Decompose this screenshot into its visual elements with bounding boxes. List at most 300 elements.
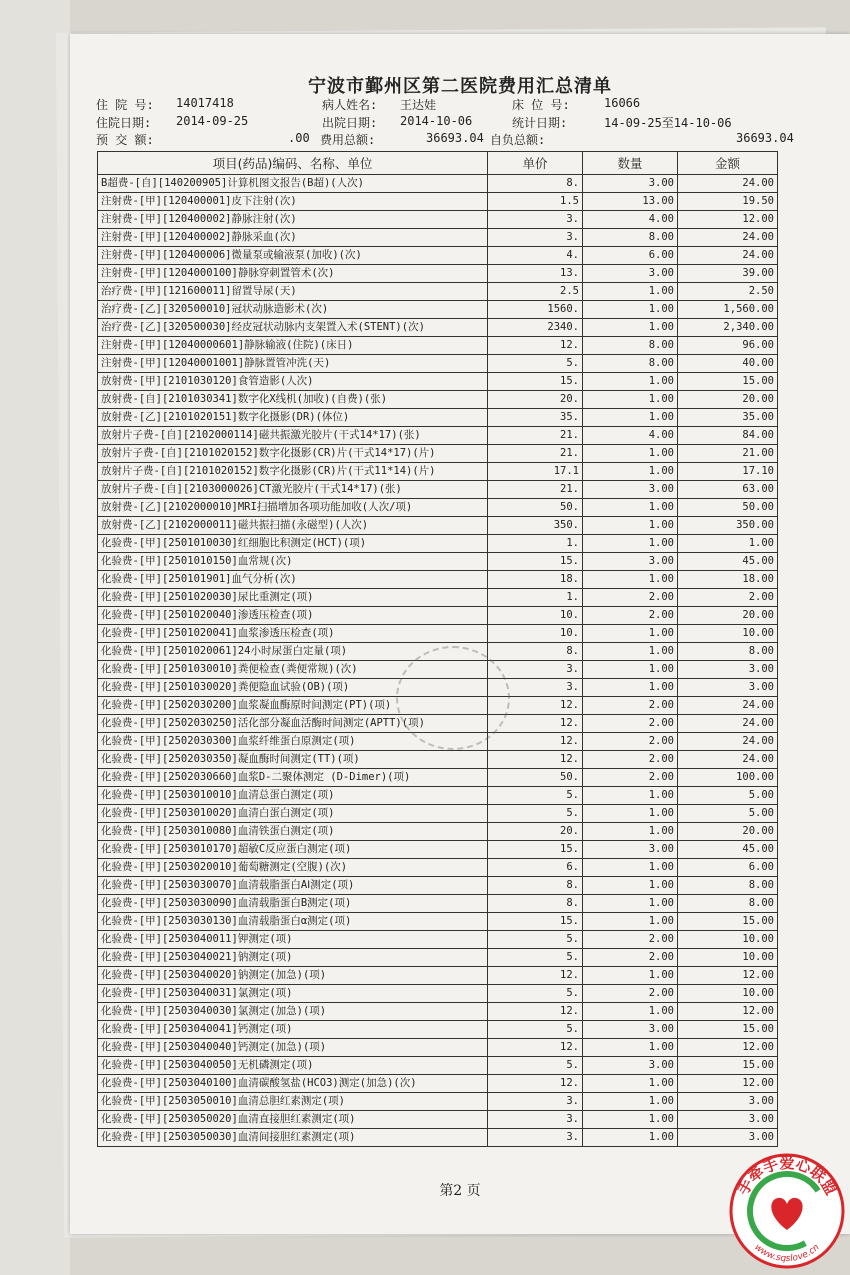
amount-cell: 24.00 xyxy=(678,733,778,751)
unit-price-cell: 50. xyxy=(488,769,583,787)
item-name-cell: 化验费-[甲][2501010030]红细胞比积测定(HCT)(项) xyxy=(98,535,488,553)
quantity-cell: 2.00 xyxy=(583,769,678,787)
unit-price-cell: 20. xyxy=(488,391,583,409)
item-name-cell: 放射费-[自][2101030341]数字化X线机(加收)(自费)(张) xyxy=(98,391,488,409)
amount-cell: 39.00 xyxy=(678,265,778,283)
item-name-cell: 化验费-[甲][250101901]血气分析(次) xyxy=(98,571,488,589)
document-title: 宁波市鄞州区第二医院费用汇总清单 xyxy=(308,76,612,97)
fee-table-row xyxy=(98,445,778,463)
column-header-amount: 金额 xyxy=(678,152,778,175)
header-row-2 xyxy=(96,114,836,132)
item-name-cell: 注射费-[甲][120400002]静脉注射(次) xyxy=(98,211,488,229)
fee-table-row xyxy=(98,841,778,859)
unit-price-cell: 15. xyxy=(488,373,583,391)
unit-price-cell: 12. xyxy=(488,1075,583,1093)
fee-table-row xyxy=(98,175,778,193)
page-number: 第2 页 xyxy=(439,1183,481,1199)
bill-sheet xyxy=(70,34,850,1234)
charity-logo xyxy=(724,1148,850,1274)
quantity-cell: 1.00 xyxy=(583,913,678,931)
fee-table-row xyxy=(98,499,778,517)
item-name-cell: 放射费-[乙][2102000010]MRI扫描增加各项功能加收(人次/项) xyxy=(98,499,488,517)
item-name-cell: 化验费-[甲][2503040100]血清碳酸氢盐(HCO3)测定(加急)(次) xyxy=(98,1075,488,1093)
amount-cell: 17.10 xyxy=(678,463,778,481)
item-name-cell: 化验费-[甲][2503020010]葡萄糖测定(空腹)(次) xyxy=(98,859,488,877)
unit-price-cell: 12. xyxy=(488,697,583,715)
unit-price-cell: 5. xyxy=(488,985,583,1003)
item-name-cell: 化验费-[甲][2502030350]凝血酶时间测定(TT)(项) xyxy=(98,751,488,769)
item-name-cell: 化验费-[甲][2501020061]24小时尿蛋白定量(项) xyxy=(98,643,488,661)
fee-table-row xyxy=(98,805,778,823)
unit-price-cell: 1. xyxy=(488,589,583,607)
item-name-cell: 放射片子费-[自][2102000114]磁共振激光胶片(干式14*17)(张) xyxy=(98,427,488,445)
unit-price-cell: 1560. xyxy=(488,301,583,319)
quantity-cell: 3.00 xyxy=(583,481,678,499)
quantity-cell: 8.00 xyxy=(583,337,678,355)
fee-table-row xyxy=(98,661,778,679)
amount-cell: 21.00 xyxy=(678,445,778,463)
quantity-cell: 1.00 xyxy=(583,625,678,643)
discharge-date-value: 2014-10-06 xyxy=(400,114,473,128)
amount-cell: 5.00 xyxy=(678,787,778,805)
bed-number-value: 16066 xyxy=(604,96,641,110)
fee-table-row xyxy=(98,427,778,445)
item-name-cell: 放射片子费-[自][2101020152]数字化摄影(CR)片(干式11*14)(片) xyxy=(98,463,488,481)
item-name-cell: 化验费-[甲][2502030300]血浆纤维蛋白原测定(项) xyxy=(98,733,488,751)
unit-price-cell: 8. xyxy=(488,643,583,661)
unit-price-cell: 3. xyxy=(488,1093,583,1111)
amount-cell: 2,340.00 xyxy=(678,319,778,337)
quantity-cell: 1.00 xyxy=(583,823,678,841)
fee-table-row xyxy=(98,247,778,265)
amount-cell: 3.00 xyxy=(678,1129,778,1147)
item-name-cell: 化验费-[甲][2502030660]血浆D-二聚体测定 (D-Dimer)(项) xyxy=(98,769,488,787)
item-name-cell: 注射费-[甲][120400001]皮下注射(次) xyxy=(98,193,488,211)
patient-name-label: 病人姓名: xyxy=(322,98,378,112)
amount-cell: 3.00 xyxy=(678,679,778,697)
item-name-cell: 化验费-[甲][2503040011]钾测定(项) xyxy=(98,931,488,949)
admission-number-label: 住 院 号: xyxy=(96,98,154,112)
amount-cell: 45.00 xyxy=(678,553,778,571)
quantity-cell: 1.00 xyxy=(583,967,678,985)
amount-cell: 20.00 xyxy=(678,391,778,409)
unit-price-cell: 15. xyxy=(488,841,583,859)
discharge-date-label: 出院日期: xyxy=(322,116,378,130)
fee-table-row xyxy=(98,985,778,1003)
quantity-cell: 2.00 xyxy=(583,607,678,625)
amount-cell: 24.00 xyxy=(678,715,778,733)
fee-table-row xyxy=(98,787,778,805)
item-name-cell: 治疗费-[乙][320500030]经皮冠状动脉内支架置入术(STENT)(次) xyxy=(98,319,488,337)
total-cost-value: 36693.04 xyxy=(426,131,484,145)
item-name-cell: 化验费-[甲][2501030010]粪便检查(粪便常规)(次) xyxy=(98,661,488,679)
bed-number-label: 床 位 号: xyxy=(512,98,570,112)
fee-table-row xyxy=(98,409,778,427)
unit-price-cell: 21. xyxy=(488,445,583,463)
prepaid-value: .00 xyxy=(288,131,310,145)
unit-price-cell: 5. xyxy=(488,1021,583,1039)
item-name-cell: 化验费-[甲][2503040050]无机磷测定(项) xyxy=(98,1057,488,1075)
quantity-cell: 1.00 xyxy=(583,1129,678,1147)
item-name-cell: 放射费-[甲][2101030120]食管造影(人次) xyxy=(98,373,488,391)
item-name-cell: 注射费-[甲][1204000100]静脉穿刺置管术(次) xyxy=(98,265,488,283)
quantity-cell: 2.00 xyxy=(583,985,678,1003)
amount-cell: 12.00 xyxy=(678,1039,778,1057)
item-name-cell: 化验费-[甲][2502030250]活化部分凝血活酶时间测定(APTT)(项) xyxy=(98,715,488,733)
item-name-cell: 化验费-[甲][2503050020]血清直接胆红素测定(项) xyxy=(98,1111,488,1129)
unit-price-cell: 1. xyxy=(488,535,583,553)
amount-cell: 96.00 xyxy=(678,337,778,355)
quantity-cell: 1.00 xyxy=(583,283,678,301)
item-name-cell: 治疗费-[甲][121600011]留置导尿(天) xyxy=(98,283,488,301)
fee-table-row xyxy=(98,625,778,643)
unit-price-cell: 21. xyxy=(488,481,583,499)
item-name-cell: 放射片子费-[自][2103000026]CT激光胶片(干式14*17)(张) xyxy=(98,481,488,499)
fee-table-row xyxy=(98,931,778,949)
quantity-cell: 1.00 xyxy=(583,895,678,913)
amount-cell: 8.00 xyxy=(678,877,778,895)
item-name-cell: 化验费-[甲][2503010080]血清铁蛋白测定(项) xyxy=(98,823,488,841)
unit-price-cell: 4. xyxy=(488,247,583,265)
statistics-date-value: 14-09-25至14-10-06 xyxy=(604,116,732,130)
quantity-cell: 4.00 xyxy=(583,211,678,229)
quantity-cell: 1.00 xyxy=(583,463,678,481)
fee-table-row xyxy=(98,877,778,895)
fee-table-row xyxy=(98,301,778,319)
amount-cell: 24.00 xyxy=(678,697,778,715)
total-cost-label: 费用总额: xyxy=(320,133,376,147)
fee-table-row xyxy=(98,319,778,337)
quantity-cell: 1.00 xyxy=(583,1075,678,1093)
item-name-cell: 化验费-[甲][2501020041]血浆渗透压检查(项) xyxy=(98,625,488,643)
fee-table-row xyxy=(98,733,778,751)
quantity-cell: 2.00 xyxy=(583,949,678,967)
amount-cell: 12.00 xyxy=(678,1075,778,1093)
unit-price-cell: 12. xyxy=(488,337,583,355)
fee-table xyxy=(97,151,778,1147)
statistics-date-label: 统计日期: xyxy=(512,116,568,130)
fee-table-row xyxy=(98,481,778,499)
item-name-cell: 放射费-[乙][2101020151]数字化摄影(DR)(体位) xyxy=(98,409,488,427)
unit-price-cell: 10. xyxy=(488,607,583,625)
amount-cell: 40.00 xyxy=(678,355,778,373)
quantity-cell: 1.00 xyxy=(583,409,678,427)
unit-price-cell: 35. xyxy=(488,409,583,427)
fee-table-row xyxy=(98,463,778,481)
quantity-cell: 1.00 xyxy=(583,517,678,535)
admission-number-value: 14017418 xyxy=(176,96,234,110)
amount-cell: 84.00 xyxy=(678,427,778,445)
quantity-cell: 1.00 xyxy=(583,805,678,823)
unit-price-cell: 6. xyxy=(488,859,583,877)
quantity-cell: 1.00 xyxy=(583,319,678,337)
fee-table-row xyxy=(98,517,778,535)
quantity-cell: 2.00 xyxy=(583,715,678,733)
amount-cell: 24.00 xyxy=(678,751,778,769)
quantity-cell: 1.00 xyxy=(583,787,678,805)
quantity-cell: 1.00 xyxy=(583,1003,678,1021)
quantity-cell: 1.00 xyxy=(583,643,678,661)
quantity-cell: 1.00 xyxy=(583,1039,678,1057)
fee-table-row xyxy=(98,823,778,841)
unit-price-cell: 5. xyxy=(488,805,583,823)
item-name-cell: 化验费-[甲][2503040030]氯测定(加急)(项) xyxy=(98,1003,488,1021)
fee-table-row xyxy=(98,1129,778,1147)
fee-table-row xyxy=(98,1093,778,1111)
item-name-cell: B超费-[自][140200905]计算机图文报告(B超)(人次) xyxy=(98,175,488,193)
quantity-cell: 2.00 xyxy=(583,697,678,715)
unit-price-cell: 3. xyxy=(488,229,583,247)
amount-cell: 3.00 xyxy=(678,661,778,679)
quantity-cell: 2.00 xyxy=(583,751,678,769)
item-name-cell: 化验费-[甲][2502030200]血浆凝血酶原时间测定(PT)(项) xyxy=(98,697,488,715)
quantity-cell: 4.00 xyxy=(583,427,678,445)
amount-cell: 100.00 xyxy=(678,769,778,787)
unit-price-cell: 13. xyxy=(488,265,583,283)
amount-cell: 19.50 xyxy=(678,193,778,211)
unit-price-cell: 12. xyxy=(488,967,583,985)
unit-price-cell: 15. xyxy=(488,913,583,931)
unit-price-cell: 5. xyxy=(488,1057,583,1075)
quantity-cell: 8.00 xyxy=(583,355,678,373)
amount-cell: 15.00 xyxy=(678,1021,778,1039)
fee-table-row xyxy=(98,391,778,409)
fee-table-row xyxy=(98,751,778,769)
quantity-cell: 1.00 xyxy=(583,859,678,877)
amount-cell: 45.00 xyxy=(678,841,778,859)
amount-cell: 8.00 xyxy=(678,643,778,661)
fee-table-row xyxy=(98,607,778,625)
fee-table-row xyxy=(98,337,778,355)
amount-cell: 50.00 xyxy=(678,499,778,517)
quantity-cell: 1.00 xyxy=(583,535,678,553)
unit-price-cell: 2.5 xyxy=(488,283,583,301)
fee-table-row xyxy=(98,589,778,607)
quantity-cell: 1.00 xyxy=(583,679,678,697)
unit-price-cell: 12. xyxy=(488,1039,583,1057)
quantity-cell: 1.00 xyxy=(583,1093,678,1111)
quantity-cell: 1.00 xyxy=(583,571,678,589)
quantity-cell: 2.00 xyxy=(583,931,678,949)
amount-cell: 10.00 xyxy=(678,931,778,949)
quantity-cell: 3.00 xyxy=(583,841,678,859)
fee-table-row xyxy=(98,193,778,211)
fee-table-row xyxy=(98,895,778,913)
item-name-cell: 化验费-[甲][2501020040]渗透压检查(项) xyxy=(98,607,488,625)
quantity-cell: 3.00 xyxy=(583,553,678,571)
quantity-cell: 3.00 xyxy=(583,265,678,283)
amount-cell: 15.00 xyxy=(678,913,778,931)
unit-price-cell: 18. xyxy=(488,571,583,589)
unit-price-cell: 12. xyxy=(488,751,583,769)
header-row-1 xyxy=(96,96,836,114)
amount-cell: 20.00 xyxy=(678,607,778,625)
item-name-cell: 化验费-[甲][2503010010]血清总蛋白测定(项) xyxy=(98,787,488,805)
item-name-cell: 注射费-[甲][120400006]微量泵或输液泵(加收)(次) xyxy=(98,247,488,265)
self-pay-label: 自负总额: xyxy=(490,133,546,147)
amount-cell: 15.00 xyxy=(678,373,778,391)
fee-table-body xyxy=(98,175,778,1147)
fee-table-row xyxy=(98,1021,778,1039)
quantity-cell: 8.00 xyxy=(583,229,678,247)
item-name-cell: 化验费-[甲][2503010020]血清白蛋白测定(项) xyxy=(98,805,488,823)
item-name-cell: 化验费-[甲][2503030130]血清载脂蛋白α测定(项) xyxy=(98,913,488,931)
unit-price-cell: 50. xyxy=(488,499,583,517)
unit-price-cell: 10. xyxy=(488,625,583,643)
fee-table-row xyxy=(98,1039,778,1057)
fee-table-row xyxy=(98,679,778,697)
item-name-cell: 化验费-[甲][2503040041]钙测定(项) xyxy=(98,1021,488,1039)
item-name-cell: 化验费-[甲][2503040020]钠测定(加急)(项) xyxy=(98,967,488,985)
item-name-cell: 化验费-[甲][2503030090]血清载脂蛋白B测定(项) xyxy=(98,895,488,913)
fee-table-row xyxy=(98,265,778,283)
prepaid-label: 预 交 额: xyxy=(96,133,154,147)
quantity-cell: 1.00 xyxy=(583,1111,678,1129)
unit-price-cell: 17.1 xyxy=(488,463,583,481)
quantity-cell: 3.00 xyxy=(583,1021,678,1039)
fee-table-row xyxy=(98,571,778,589)
fee-table-row xyxy=(98,1111,778,1129)
quantity-cell: 3.00 xyxy=(583,1057,678,1075)
quantity-cell: 3.00 xyxy=(583,175,678,193)
quantity-cell: 1.00 xyxy=(583,499,678,517)
item-name-cell: 化验费-[甲][2501010150]血常规(次) xyxy=(98,553,488,571)
item-name-cell: 治疗费-[乙][320500010]冠状动脉造影术(次) xyxy=(98,301,488,319)
item-name-cell: 注射费-[甲][12040001001]静脉置管冲洗(天) xyxy=(98,355,488,373)
item-name-cell: 化验费-[甲][2501030020]粪便隐血试验(OB)(项) xyxy=(98,679,488,697)
table-header-row xyxy=(98,152,778,175)
unit-price-cell: 3. xyxy=(488,679,583,697)
unit-price-cell: 8. xyxy=(488,175,583,193)
amount-cell: 12.00 xyxy=(678,967,778,985)
amount-cell: 6.00 xyxy=(678,859,778,877)
fee-table-row xyxy=(98,283,778,301)
unit-price-cell: 5. xyxy=(488,787,583,805)
fee-table-row xyxy=(98,373,778,391)
fee-table-row xyxy=(98,769,778,787)
amount-cell: 3.00 xyxy=(678,1093,778,1111)
item-name-cell: 化验费-[甲][2503050010]血清总胆红素测定(项) xyxy=(98,1093,488,1111)
item-name-cell: 化验费-[甲][2503040040]钙测定(加急)(项) xyxy=(98,1039,488,1057)
unit-price-cell: 20. xyxy=(488,823,583,841)
admission-date-label: 住院日期: xyxy=(96,116,152,130)
item-name-cell: 化验费-[甲][2501020030]尿比重测定(项) xyxy=(98,589,488,607)
fee-table-row xyxy=(98,535,778,553)
amount-cell: 18.00 xyxy=(678,571,778,589)
item-name-cell: 化验费-[甲][2503050030]血清间接胆红素测定(项) xyxy=(98,1129,488,1147)
fee-table-row xyxy=(98,1057,778,1075)
amount-cell: 5.00 xyxy=(678,805,778,823)
amount-cell: 12.00 xyxy=(678,211,778,229)
amount-cell: 63.00 xyxy=(678,481,778,499)
amount-cell: 1.00 xyxy=(678,535,778,553)
quantity-cell: 1.00 xyxy=(583,373,678,391)
quantity-cell: 6.00 xyxy=(583,247,678,265)
amount-cell: 3.00 xyxy=(678,1111,778,1129)
item-name-cell: 化验费-[甲][2503030070]血清载脂蛋白AⅠ测定(项) xyxy=(98,877,488,895)
fee-table-row xyxy=(98,229,778,247)
amount-cell: 2.50 xyxy=(678,283,778,301)
amount-cell: 350.00 xyxy=(678,517,778,535)
amount-cell: 8.00 xyxy=(678,895,778,913)
item-name-cell: 化验费-[甲][2503040031]氯测定(项) xyxy=(98,985,488,1003)
patient-name-value: 王达娃 xyxy=(400,98,437,112)
unit-price-cell: 12. xyxy=(488,733,583,751)
amount-cell: 24.00 xyxy=(678,229,778,247)
column-header-item: 项目(药品)编码、名称、单位 xyxy=(98,152,488,175)
column-header-quantity: 数量 xyxy=(583,152,678,175)
logo-url: www.sqslove.cn xyxy=(752,1242,822,1265)
quantity-cell: 2.00 xyxy=(583,589,678,607)
quantity-cell: 2.00 xyxy=(583,733,678,751)
column-header-unit-price: 单价 xyxy=(488,152,583,175)
unit-price-cell: 15. xyxy=(488,553,583,571)
unit-price-cell: 21. xyxy=(488,427,583,445)
unit-price-cell: 3. xyxy=(488,661,583,679)
fee-table-row xyxy=(98,913,778,931)
amount-cell: 15.00 xyxy=(678,1057,778,1075)
item-name-cell: 化验费-[甲][2503010170]超敏C反应蛋白测定(项) xyxy=(98,841,488,859)
logo-title: 手牵手爱心联盟 xyxy=(733,1154,841,1199)
amount-cell: 1,560.00 xyxy=(678,301,778,319)
amount-cell: 35.00 xyxy=(678,409,778,427)
unit-price-cell: 350. xyxy=(488,517,583,535)
unit-price-cell: 8. xyxy=(488,895,583,913)
header-row-3 xyxy=(96,131,836,149)
fee-table-row xyxy=(98,553,778,571)
unit-price-cell: 3. xyxy=(488,1111,583,1129)
fee-table-row xyxy=(98,211,778,229)
admission-date-value: 2014-09-25 xyxy=(176,114,249,128)
fee-table-row xyxy=(98,697,778,715)
self-pay-value: 36693.04 xyxy=(736,131,794,145)
quantity-cell: 1.00 xyxy=(583,301,678,319)
amount-cell: 10.00 xyxy=(678,985,778,1003)
fee-table-row xyxy=(98,1075,778,1093)
item-name-cell: 注射费-[甲][12040000601]静脉输液(住院)(床日) xyxy=(98,337,488,355)
item-name-cell: 放射费-[乙][2102000011]磁共振扫描(永磁型)(人次) xyxy=(98,517,488,535)
amount-cell: 12.00 xyxy=(678,1003,778,1021)
unit-price-cell: 12. xyxy=(488,1003,583,1021)
amount-cell: 20.00 xyxy=(678,823,778,841)
unit-price-cell: 3. xyxy=(488,211,583,229)
quantity-cell: 1.00 xyxy=(583,445,678,463)
quantity-cell: 1.00 xyxy=(583,661,678,679)
fee-table-row xyxy=(98,859,778,877)
quantity-cell: 13.00 xyxy=(583,193,678,211)
unit-price-cell: 1.5 xyxy=(488,193,583,211)
fee-table-row xyxy=(98,949,778,967)
fee-table-row xyxy=(98,967,778,985)
fee-table-row xyxy=(98,355,778,373)
quantity-cell: 1.00 xyxy=(583,877,678,895)
unit-price-cell: 5. xyxy=(488,355,583,373)
fee-table-row xyxy=(98,643,778,661)
fee-table-row xyxy=(98,1003,778,1021)
unit-price-cell: 5. xyxy=(488,931,583,949)
amount-cell: 24.00 xyxy=(678,175,778,193)
unit-price-cell: 2340. xyxy=(488,319,583,337)
unit-price-cell: 5. xyxy=(488,949,583,967)
item-name-cell: 注射费-[甲][120400002]静脉采血(次) xyxy=(98,229,488,247)
quantity-cell: 1.00 xyxy=(583,391,678,409)
unit-price-cell: 12. xyxy=(488,715,583,733)
amount-cell: 10.00 xyxy=(678,625,778,643)
amount-cell: 10.00 xyxy=(678,949,778,967)
item-name-cell: 化验费-[甲][2503040021]钠测定(项) xyxy=(98,949,488,967)
unit-price-cell: 8. xyxy=(488,877,583,895)
item-name-cell: 放射片子费-[自][2101020152]数字化摄影(CR)片(干式14*17)(片) xyxy=(98,445,488,463)
